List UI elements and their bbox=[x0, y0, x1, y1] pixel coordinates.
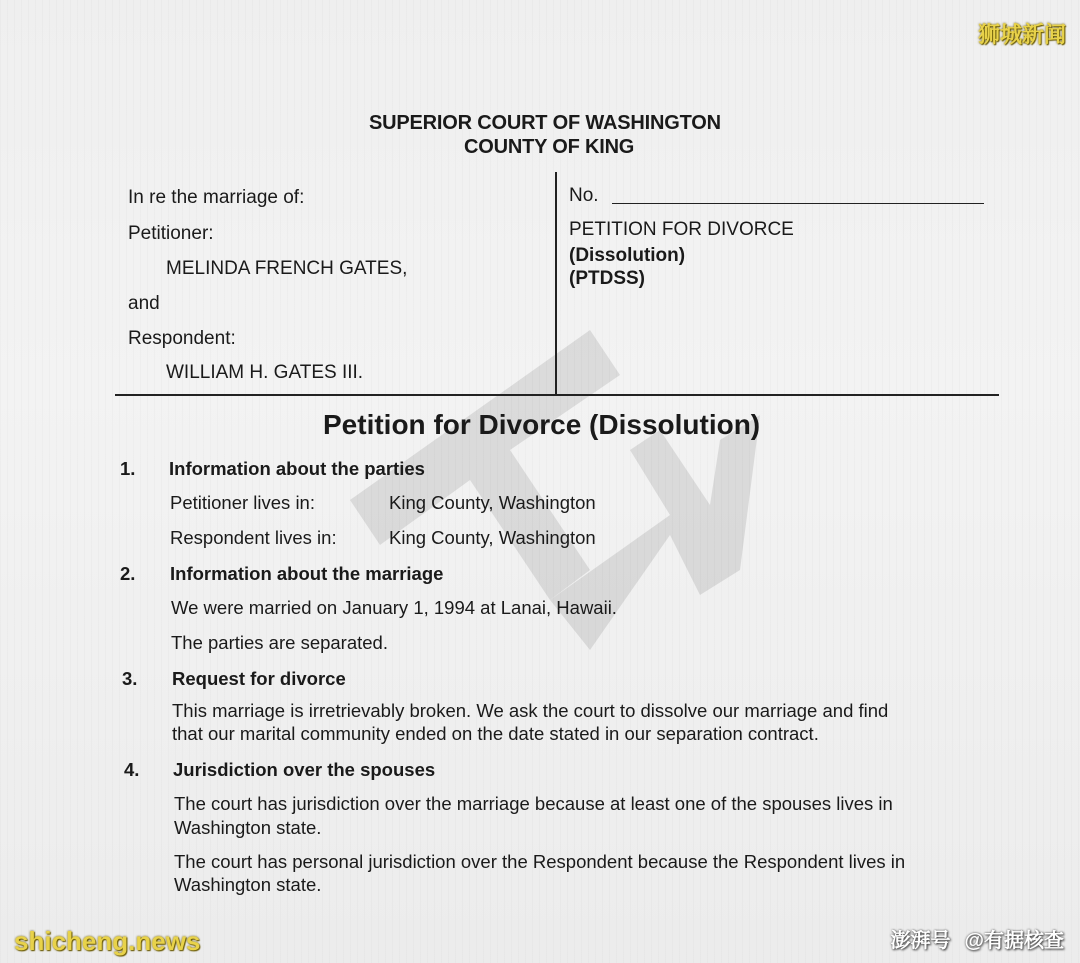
caption-in-re: In re the marriage of: bbox=[128, 187, 305, 208]
doc-title: PETITION FOR DIVORCE bbox=[569, 219, 794, 240]
petitioner-residence-value: King County, Washington bbox=[389, 492, 596, 513]
caption-bottom-rule bbox=[115, 394, 999, 396]
section-1-heading: Information about the parties bbox=[169, 458, 425, 479]
divorce-request-line-2: that our marital community ended on the date stated in our separation contract. bbox=[172, 723, 819, 744]
section-3-heading: Request for divorce bbox=[172, 668, 346, 689]
caption-petitioner-name: MELINDA FRENCH GATES, bbox=[166, 258, 408, 279]
caption-and: and bbox=[128, 293, 160, 314]
watermark-account-label: @有据核查 bbox=[964, 930, 1064, 952]
personal-jurisdiction-line-2: Washington state. bbox=[174, 874, 322, 895]
caption-petitioner-label: Petitioner: bbox=[128, 223, 214, 244]
watermark-top-right: 狮城新闻 bbox=[977, 22, 1066, 47]
doc-subtitle: (Dissolution) bbox=[569, 245, 686, 266]
jurisdiction-line-2: Washington state. bbox=[174, 817, 322, 838]
respondent-residence-value: King County, Washington bbox=[389, 527, 596, 548]
petition-title: Petition for Divorce (Dissolution) bbox=[323, 409, 761, 440]
separation-line: The parties are separated. bbox=[171, 632, 388, 653]
section-4-heading: Jurisdiction over the spouses bbox=[173, 759, 436, 780]
watermark-bottom-right bbox=[876, 924, 1064, 953]
section-2-heading: Information about the marriage bbox=[170, 563, 444, 584]
personal-jurisdiction-line-1: The court has personal jurisdiction over the Respondent because the Respondent lives in bbox=[174, 851, 906, 872]
divorce-request-line-1: This marriage is irretrievably broken. We ask the court to dissolve our marriage and find bbox=[172, 700, 889, 721]
respondent-residence-label: Respondent lives in: bbox=[170, 527, 337, 548]
section-2-number: 2. bbox=[120, 563, 136, 584]
section-3-number: 3. bbox=[122, 668, 138, 689]
caption-respondent-name: WILLIAM H. GATES III. bbox=[166, 362, 364, 383]
caption-respondent-label: Respondent: bbox=[128, 328, 236, 349]
section-4-number: 4. bbox=[124, 759, 140, 780]
watermark-source-label: 澎湃号 bbox=[890, 930, 951, 952]
tmz-watermark bbox=[340, 300, 780, 680]
petitioner-residence-label: Petitioner lives in: bbox=[170, 492, 315, 513]
case-number-line bbox=[612, 203, 984, 204]
case-number-label: No. bbox=[569, 185, 599, 206]
court-county: COUNTY OF KING bbox=[464, 136, 635, 158]
watermark-bottom-left: shicheng.news bbox=[14, 926, 201, 956]
doc-code: (PTDSS) bbox=[569, 268, 645, 289]
section-1-number: 1. bbox=[120, 458, 136, 479]
caption-divider bbox=[555, 172, 557, 396]
marriage-date-line: We were married on January 1, 1994 at Lanai, Hawaii. bbox=[171, 597, 617, 618]
court-name: SUPERIOR COURT OF WASHINGTON bbox=[369, 112, 721, 134]
jurisdiction-line-1: The court has jurisdiction over the marriage because at least one of the spouses lives in bbox=[174, 793, 893, 814]
